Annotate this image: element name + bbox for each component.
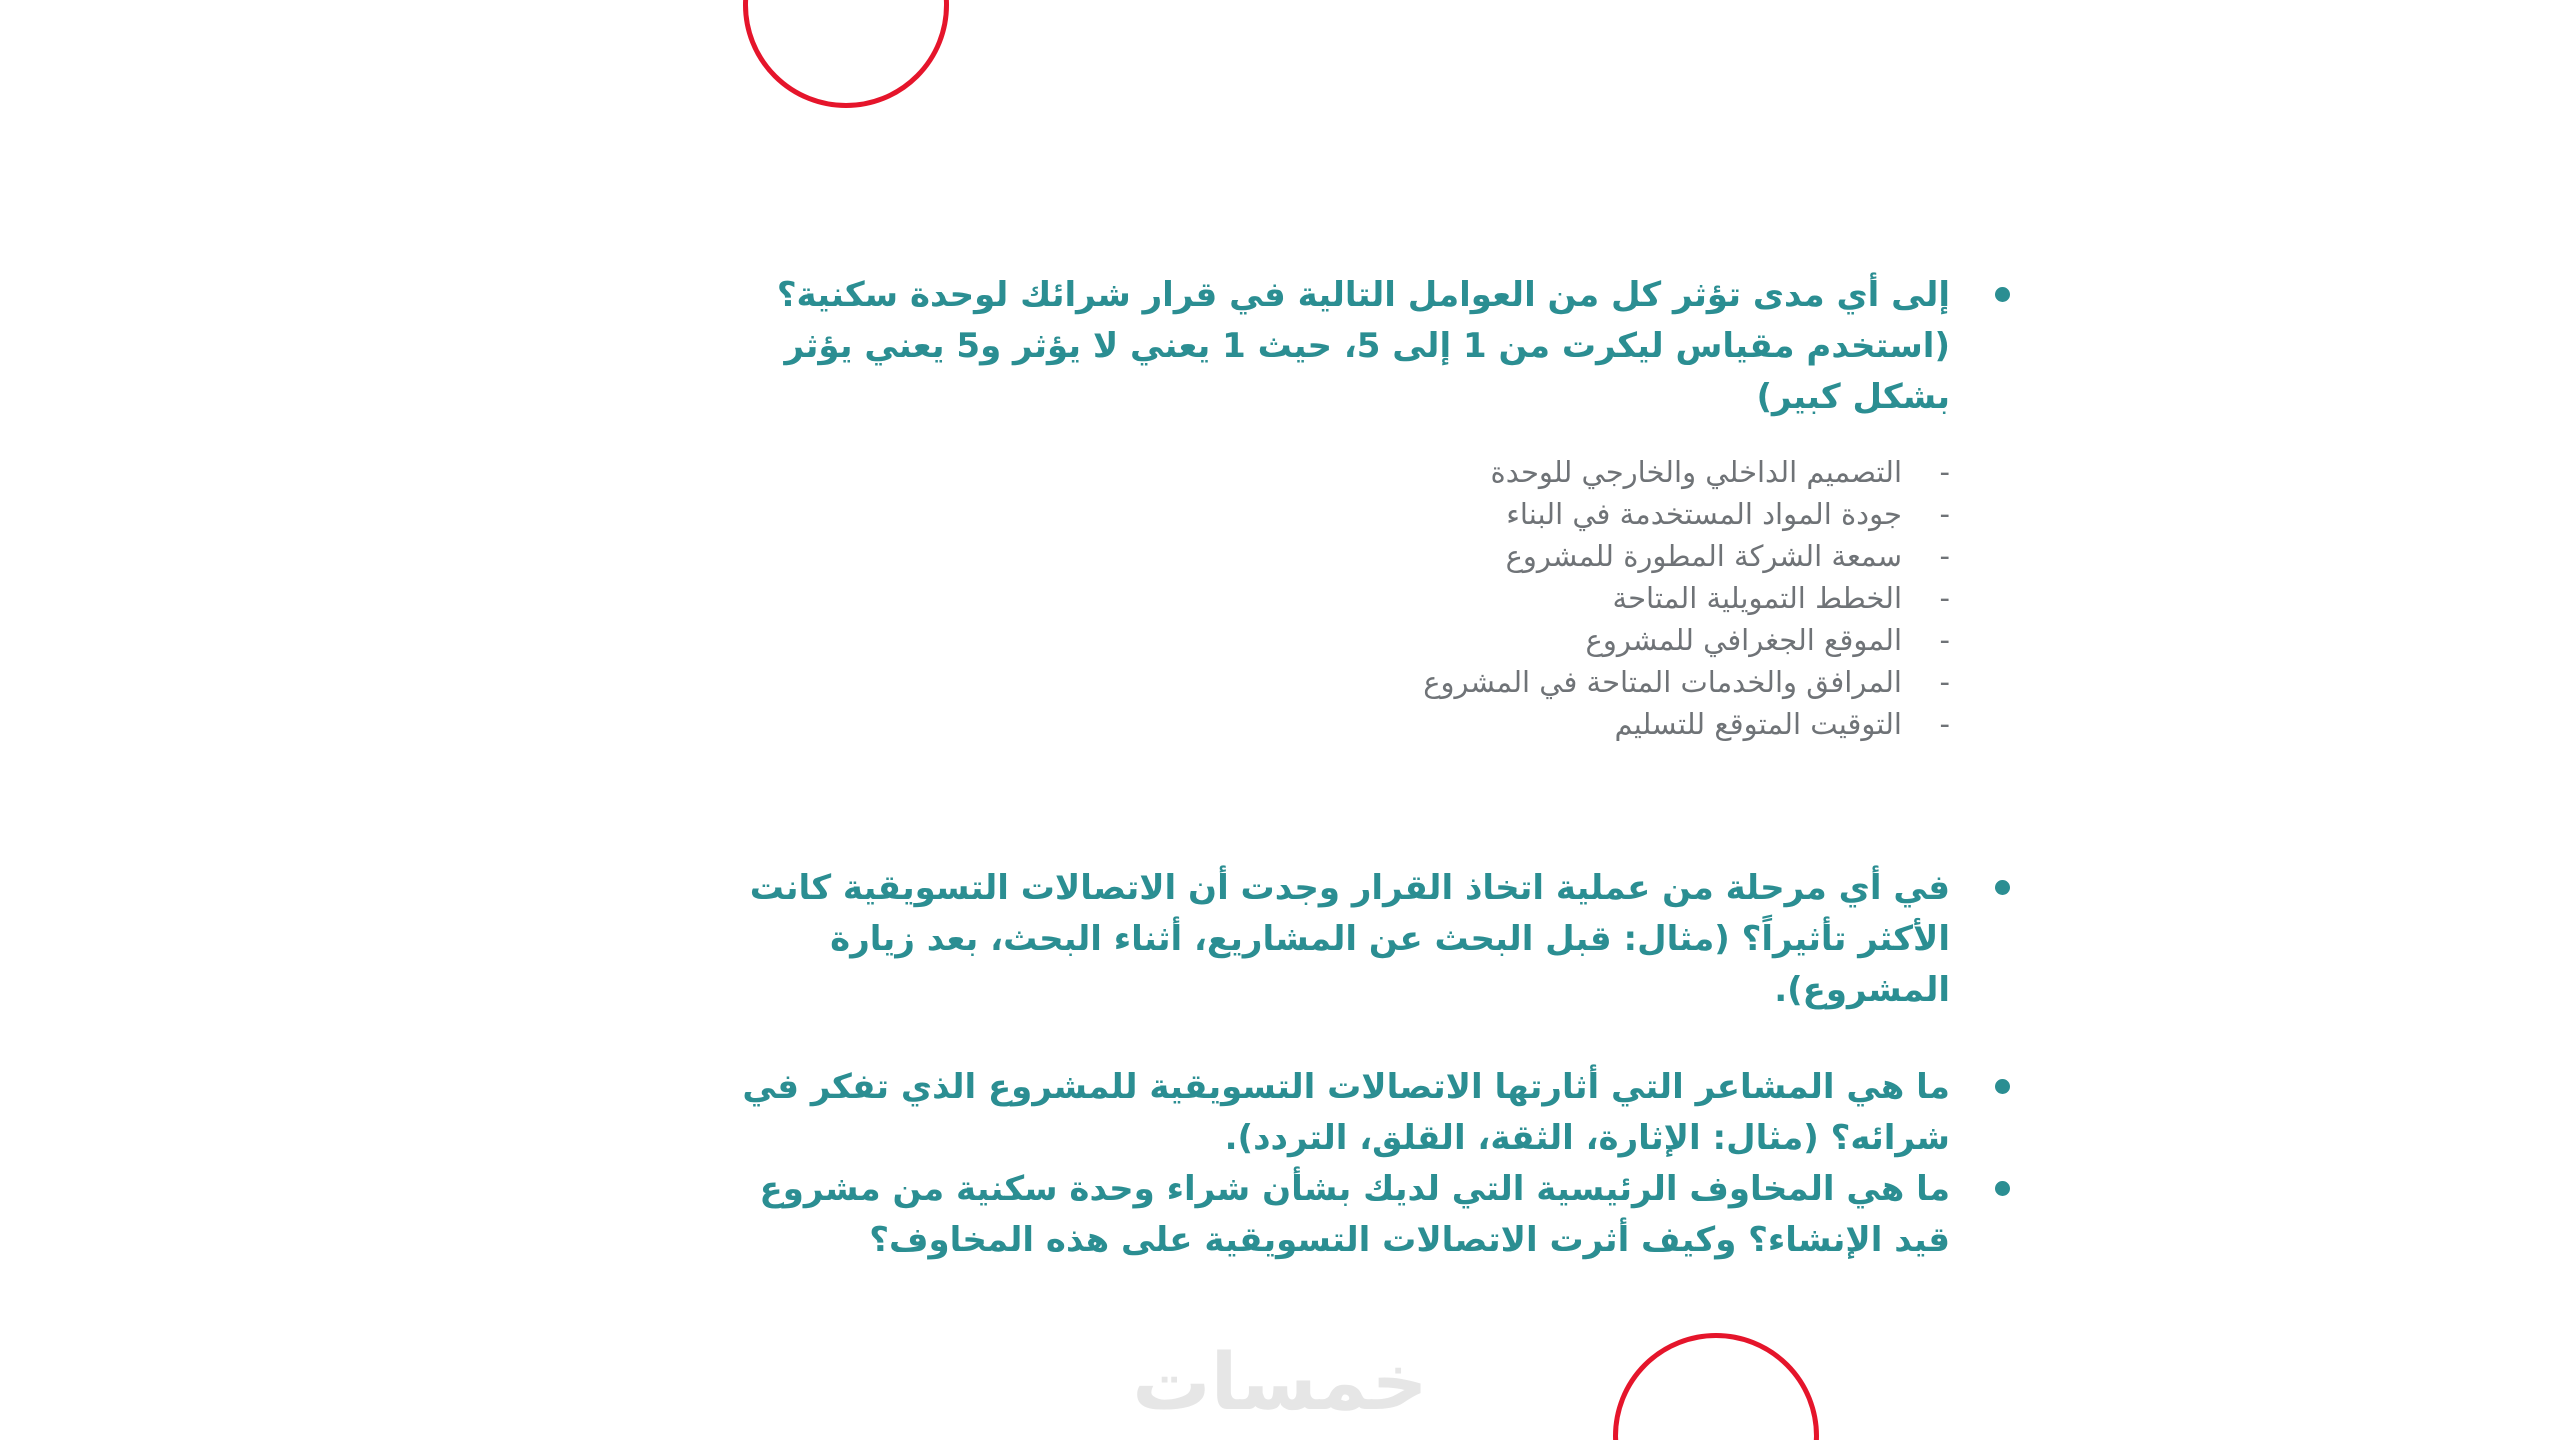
question-4-text: ما هي المخاوف الرئيسية التي لديك بشأن شراء وحدة سكنية من مشروع قيد الإنشاء؟ وكيف أثرت الاتصالات التسويقية على هذه المخاوف؟	[759, 1169, 1950, 1260]
bullet-icon	[1995, 880, 2010, 895]
dash-marker: -	[1939, 497, 1950, 531]
document-content	[720, 270, 2010, 1266]
question-3-text: ما هي المشاعر التي أثارتها الاتصالات التسويقية للمشروع الذي تفكر في شرائه؟ (مثال: الإثارة، الثقة، القلق، التردد).	[742, 1067, 1950, 1158]
dash-marker: -	[1939, 707, 1950, 741]
list-item: - سمعة الشركة المطورة للمشروع	[720, 535, 1950, 577]
decorative-circle-bottom	[1613, 1333, 1819, 1440]
bullet-icon	[1995, 1079, 2010, 1094]
question-2-text: في أي مرحلة من عملية اتخاذ القرار وجدت أن الاتصالات التسويقية كانت الأكثر تأثيراً؟ (مثال: قبل البحث عن المشاريع، أثناء البحث، بعد زيارة المشروع).	[749, 868, 1950, 1010]
list-item: - المرافق والخدمات المتاحة في المشروع	[720, 661, 1950, 703]
dash-marker: -	[1939, 623, 1950, 657]
list-item: - التوقيت المتوقع للتسليم	[720, 703, 1950, 745]
list-item: - الموقع الجغرافي للمشروع	[720, 619, 1950, 661]
question-4	[720, 1164, 2010, 1266]
watermark-logo: خمسات	[1132, 1338, 1428, 1428]
question-2	[720, 863, 2010, 1016]
factors-list	[720, 451, 2010, 745]
list-item: - الخطط التمويلية المتاحة	[720, 577, 1950, 619]
question-1-text: إلى أي مدى تؤثر كل من العوامل التالية في قرار شرائك لوحدة سكنية؟ (استخدم مقياس ليكرت من 1 إلى 5، حيث 1 يعني لا يؤثر و5 يعني يؤثر بشكل كبير)	[776, 275, 1950, 417]
dash-marker: -	[1939, 539, 1950, 573]
question-3	[720, 1062, 2010, 1164]
bullet-icon	[1995, 287, 2010, 302]
decorative-circle-top	[743, 0, 949, 108]
bullet-icon	[1995, 1181, 2010, 1196]
list-item: - جودة المواد المستخدمة في البناء	[720, 493, 1950, 535]
dash-marker: -	[1939, 455, 1950, 489]
dash-marker: -	[1939, 581, 1950, 615]
question-1	[720, 270, 2010, 423]
list-item: - التصميم الداخلي والخارجي للوحدة	[720, 451, 1950, 493]
dash-marker: -	[1939, 665, 1950, 699]
